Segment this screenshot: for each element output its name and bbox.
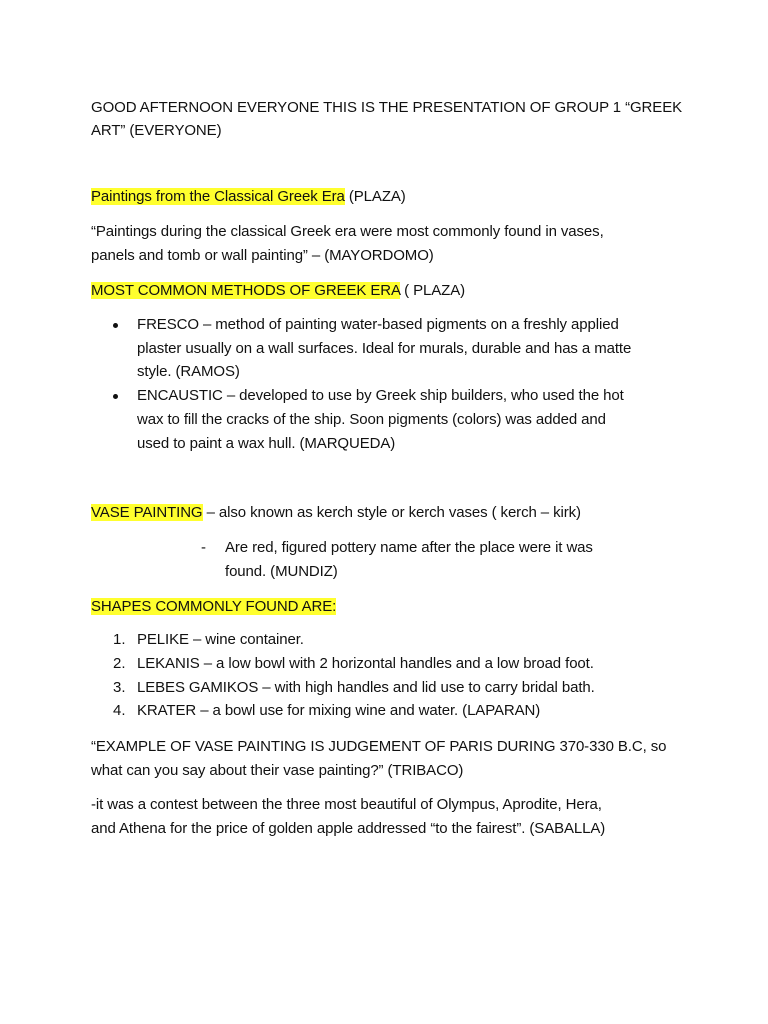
method-fresco-line-1: FRESCO – method of painting water-based pigments on a freshly applied bbox=[137, 316, 619, 333]
intro-line-2: ART” (EVERYONE) bbox=[91, 122, 222, 139]
method-fresco-line-3: style. (RAMOS) bbox=[137, 363, 240, 380]
shape-number-3: 3. bbox=[113, 679, 126, 696]
shapes-heading: SHAPES COMMONLY FOUND ARE: bbox=[91, 598, 337, 615]
classical-quote-line-2: panels and tomb or wall painting” – (MAYORDOMO) bbox=[91, 247, 434, 264]
bullet-fresco bbox=[113, 323, 118, 328]
method-fresco-line-2: plaster usually on a wall surfaces. Ideal for murals, durable and has a matte bbox=[137, 340, 632, 357]
methods-heading-suffix: ( PLAZA) bbox=[400, 282, 465, 299]
method-encaustic-line-1: ENCAUSTIC – developed to use by Greek ship builders, who used the hot bbox=[137, 387, 624, 404]
bullet-encaustic bbox=[113, 394, 118, 399]
example-line-2: what can you say about their vase painting?” (TRIBACO) bbox=[91, 762, 464, 779]
shapes-heading-line bbox=[91, 595, 336, 619]
classical-heading-line bbox=[91, 185, 406, 209]
example-line-1: “EXAMPLE OF VASE PAINTING IS JUDGEMENT OF PARIS DURING 370-330 B.C, so bbox=[91, 738, 667, 755]
shape-number-2: 2. bbox=[113, 655, 126, 672]
shape-item-1: PELIKE – wine container. bbox=[137, 631, 304, 648]
shape-item-3: LEBES GAMIKOS – with high handles and lid use to carry bridal bath. bbox=[137, 679, 595, 696]
method-encaustic-line-2: wax to fill the cracks of the ship. Soon pigments (colors) was added and bbox=[137, 411, 606, 428]
vase-dash-line-2: found. (MUNDIZ) bbox=[225, 563, 338, 580]
answer-line-1: -it was a contest between the three most beautiful of Olympus, Aprodite, Hera, bbox=[91, 796, 602, 813]
shape-number-4: 4. bbox=[113, 702, 126, 719]
shape-item-2: LEKANIS – a low bowl with 2 horizontal handles and a low broad foot. bbox=[137, 655, 594, 672]
vase-heading-line bbox=[91, 501, 581, 525]
vase-heading-suffix: – also known as kerch style or kerch vases ( kerch – kirk) bbox=[202, 504, 581, 521]
vase-heading: VASE PAINTING bbox=[91, 504, 203, 521]
vase-dash-line-1: Are red, figured pottery name after the place were it was bbox=[225, 539, 593, 556]
classical-heading-suffix: (PLAZA) bbox=[344, 188, 406, 205]
shape-number-1: 1. bbox=[113, 631, 126, 648]
intro-line-1: GOOD AFTERNOON EVERYONE THIS IS THE PRESENTATION OF GROUP 1 “GREEK bbox=[91, 99, 683, 116]
methods-heading: MOST COMMON METHODS OF GREEK ERA bbox=[91, 282, 401, 299]
method-encaustic-line-3: used to paint a wax hull. (MARQUEDA) bbox=[137, 435, 396, 452]
vase-dash-marker: - bbox=[201, 539, 206, 556]
shape-item-4: KRATER – a bowl use for mixing wine and water. (LAPARAN) bbox=[137, 702, 541, 719]
answer-line-2: and Athena for the price of golden apple addressed “to the fairest”. (SABALLA) bbox=[91, 820, 606, 837]
classical-quote-line-1: “Paintings during the classical Greek era were most commonly found in vases, bbox=[91, 223, 604, 240]
classical-heading: Paintings from the Classical Greek Era bbox=[91, 188, 345, 205]
methods-heading-line bbox=[91, 279, 465, 303]
